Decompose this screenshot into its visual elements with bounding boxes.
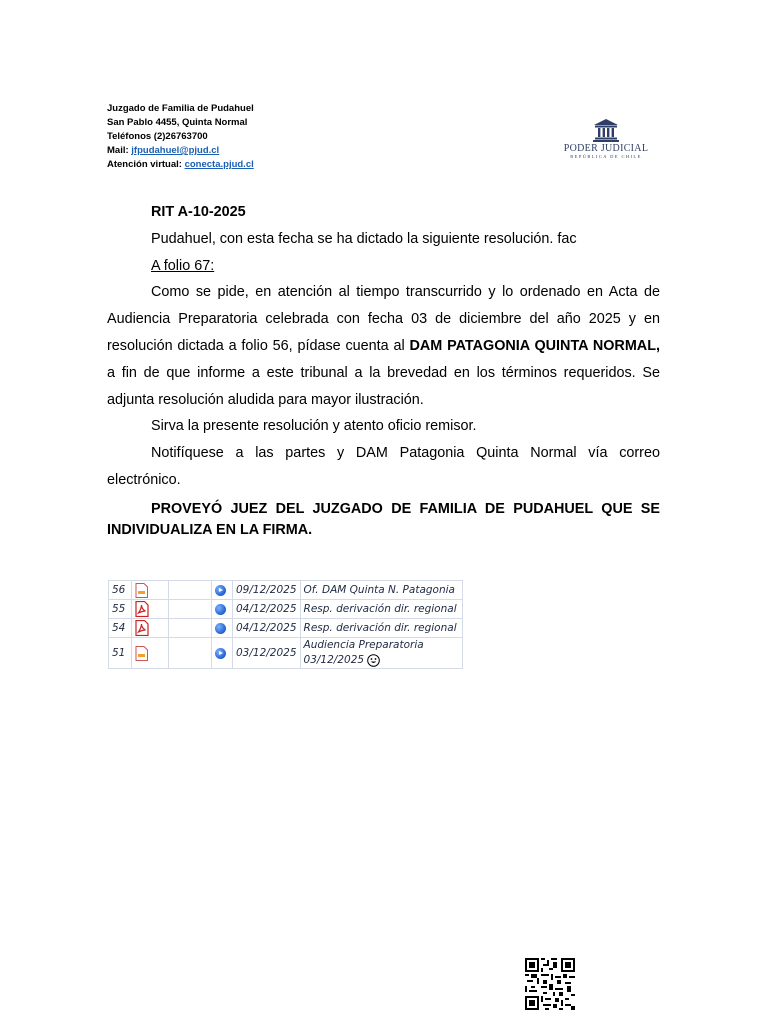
arrow-bullet-icon[interactable] (212, 638, 233, 669)
virtual-link[interactable]: conecta.pjud.cl (184, 159, 254, 170)
main-paragraph-text-a: Como se pide, en atención al tiempo transcurrido y lo ordenado en Acta de Audiencia Preparatoria celebrada con fecha 03 de diciembre del año 2025 y en resolución dictada a folio 56, pídase cuenta al (107, 284, 660, 354)
table-row (109, 600, 463, 619)
court-virtual-line (107, 158, 254, 172)
rit-number: RIT A-10-2025 (151, 204, 246, 220)
arrow-bullet-icon[interactable] (212, 581, 233, 600)
court-mail-line (107, 144, 254, 158)
court-header (107, 102, 254, 172)
folio-number: 51 (109, 638, 132, 669)
row-description-date: 03/12/2025 (303, 654, 365, 666)
pdf-icon[interactable] (132, 619, 169, 638)
empty-cell (169, 619, 212, 638)
second-paragraph: Sirva la presente resolución y atento oficio remisor. (151, 418, 477, 435)
pdf-icon[interactable] (132, 600, 169, 619)
row-description-line2 (304, 653, 459, 668)
mail-label: Mail: (107, 145, 132, 156)
table-row (109, 619, 463, 638)
table-row (109, 638, 463, 669)
bullet-icon[interactable] (212, 600, 233, 619)
logo-title: PODER JUDICIAL (563, 143, 649, 154)
row-description-line1: Audiencia Preparatoria (303, 639, 424, 651)
folio-line (107, 253, 660, 280)
row-description: Resp. derivación dir. regional (300, 619, 462, 638)
court-name: Juzgado de Familia de Pudahuel (107, 103, 254, 114)
main-paragraph-text-b: a fin de que informe a este tribunal a la brevedad en los términos requeridos. Se adjunta resolución aludida para mayor ilustración. (107, 364, 660, 408)
courthouse-icon (593, 118, 619, 142)
row-date: 04/12/2025 (233, 600, 301, 619)
resolution-body (107, 199, 660, 541)
bullet-icon[interactable] (212, 619, 233, 638)
folio-number: 54 (109, 619, 132, 638)
document-icon[interactable] (132, 638, 169, 669)
poder-judicial-logo (560, 118, 652, 159)
document-icon[interactable] (132, 581, 169, 600)
row-date: 03/12/2025 (233, 638, 301, 669)
main-paragraph (107, 279, 660, 413)
court-address: San Pablo 4455, Quinta Normal (107, 117, 248, 128)
row-description: Resp. derivación dir. regional (300, 600, 462, 619)
folio-label: A folio 67: (151, 257, 215, 274)
empty-cell (169, 581, 212, 600)
main-paragraph-bold: DAM PATAGONIA QUINTA NORMAL, (409, 337, 660, 354)
empty-cell (169, 638, 212, 669)
intro-paragraph: Pudahuel, con esta fecha se ha dictado la siguiente resolución. fac (151, 230, 577, 247)
virtual-label: Atención virtual: (107, 159, 185, 170)
smiley-icon (367, 654, 380, 667)
folio-table (108, 580, 463, 669)
row-description: Of. DAM Quinta N. Patagonia (300, 581, 462, 600)
folio-number: 56 (109, 581, 132, 600)
row-date: 09/12/2025 (233, 581, 301, 600)
qr-code-icon (525, 958, 575, 1010)
third-paragraph: Notifíquese a las partes y DAM Patagonia Quinta Normal vía correo electrónico. (107, 445, 660, 488)
folio-number: 55 (109, 600, 132, 619)
closing-paragraph: PROVEYÓ JUEZ DEL JUZGADO DE FAMILIA DE PUDAHUEL QUE SE INDIVIDUALIZA EN LA FIRMA. (107, 500, 660, 538)
court-phones: Teléfonos (2)26763700 (107, 131, 208, 142)
row-description (300, 638, 462, 669)
mail-link[interactable]: jfpudahuel@pjud.cl (131, 145, 220, 156)
empty-cell (169, 600, 212, 619)
row-date: 04/12/2025 (233, 619, 301, 638)
table-row (109, 581, 463, 600)
logo-subtitle: REPÚBLICA DE CHILE (570, 154, 642, 159)
